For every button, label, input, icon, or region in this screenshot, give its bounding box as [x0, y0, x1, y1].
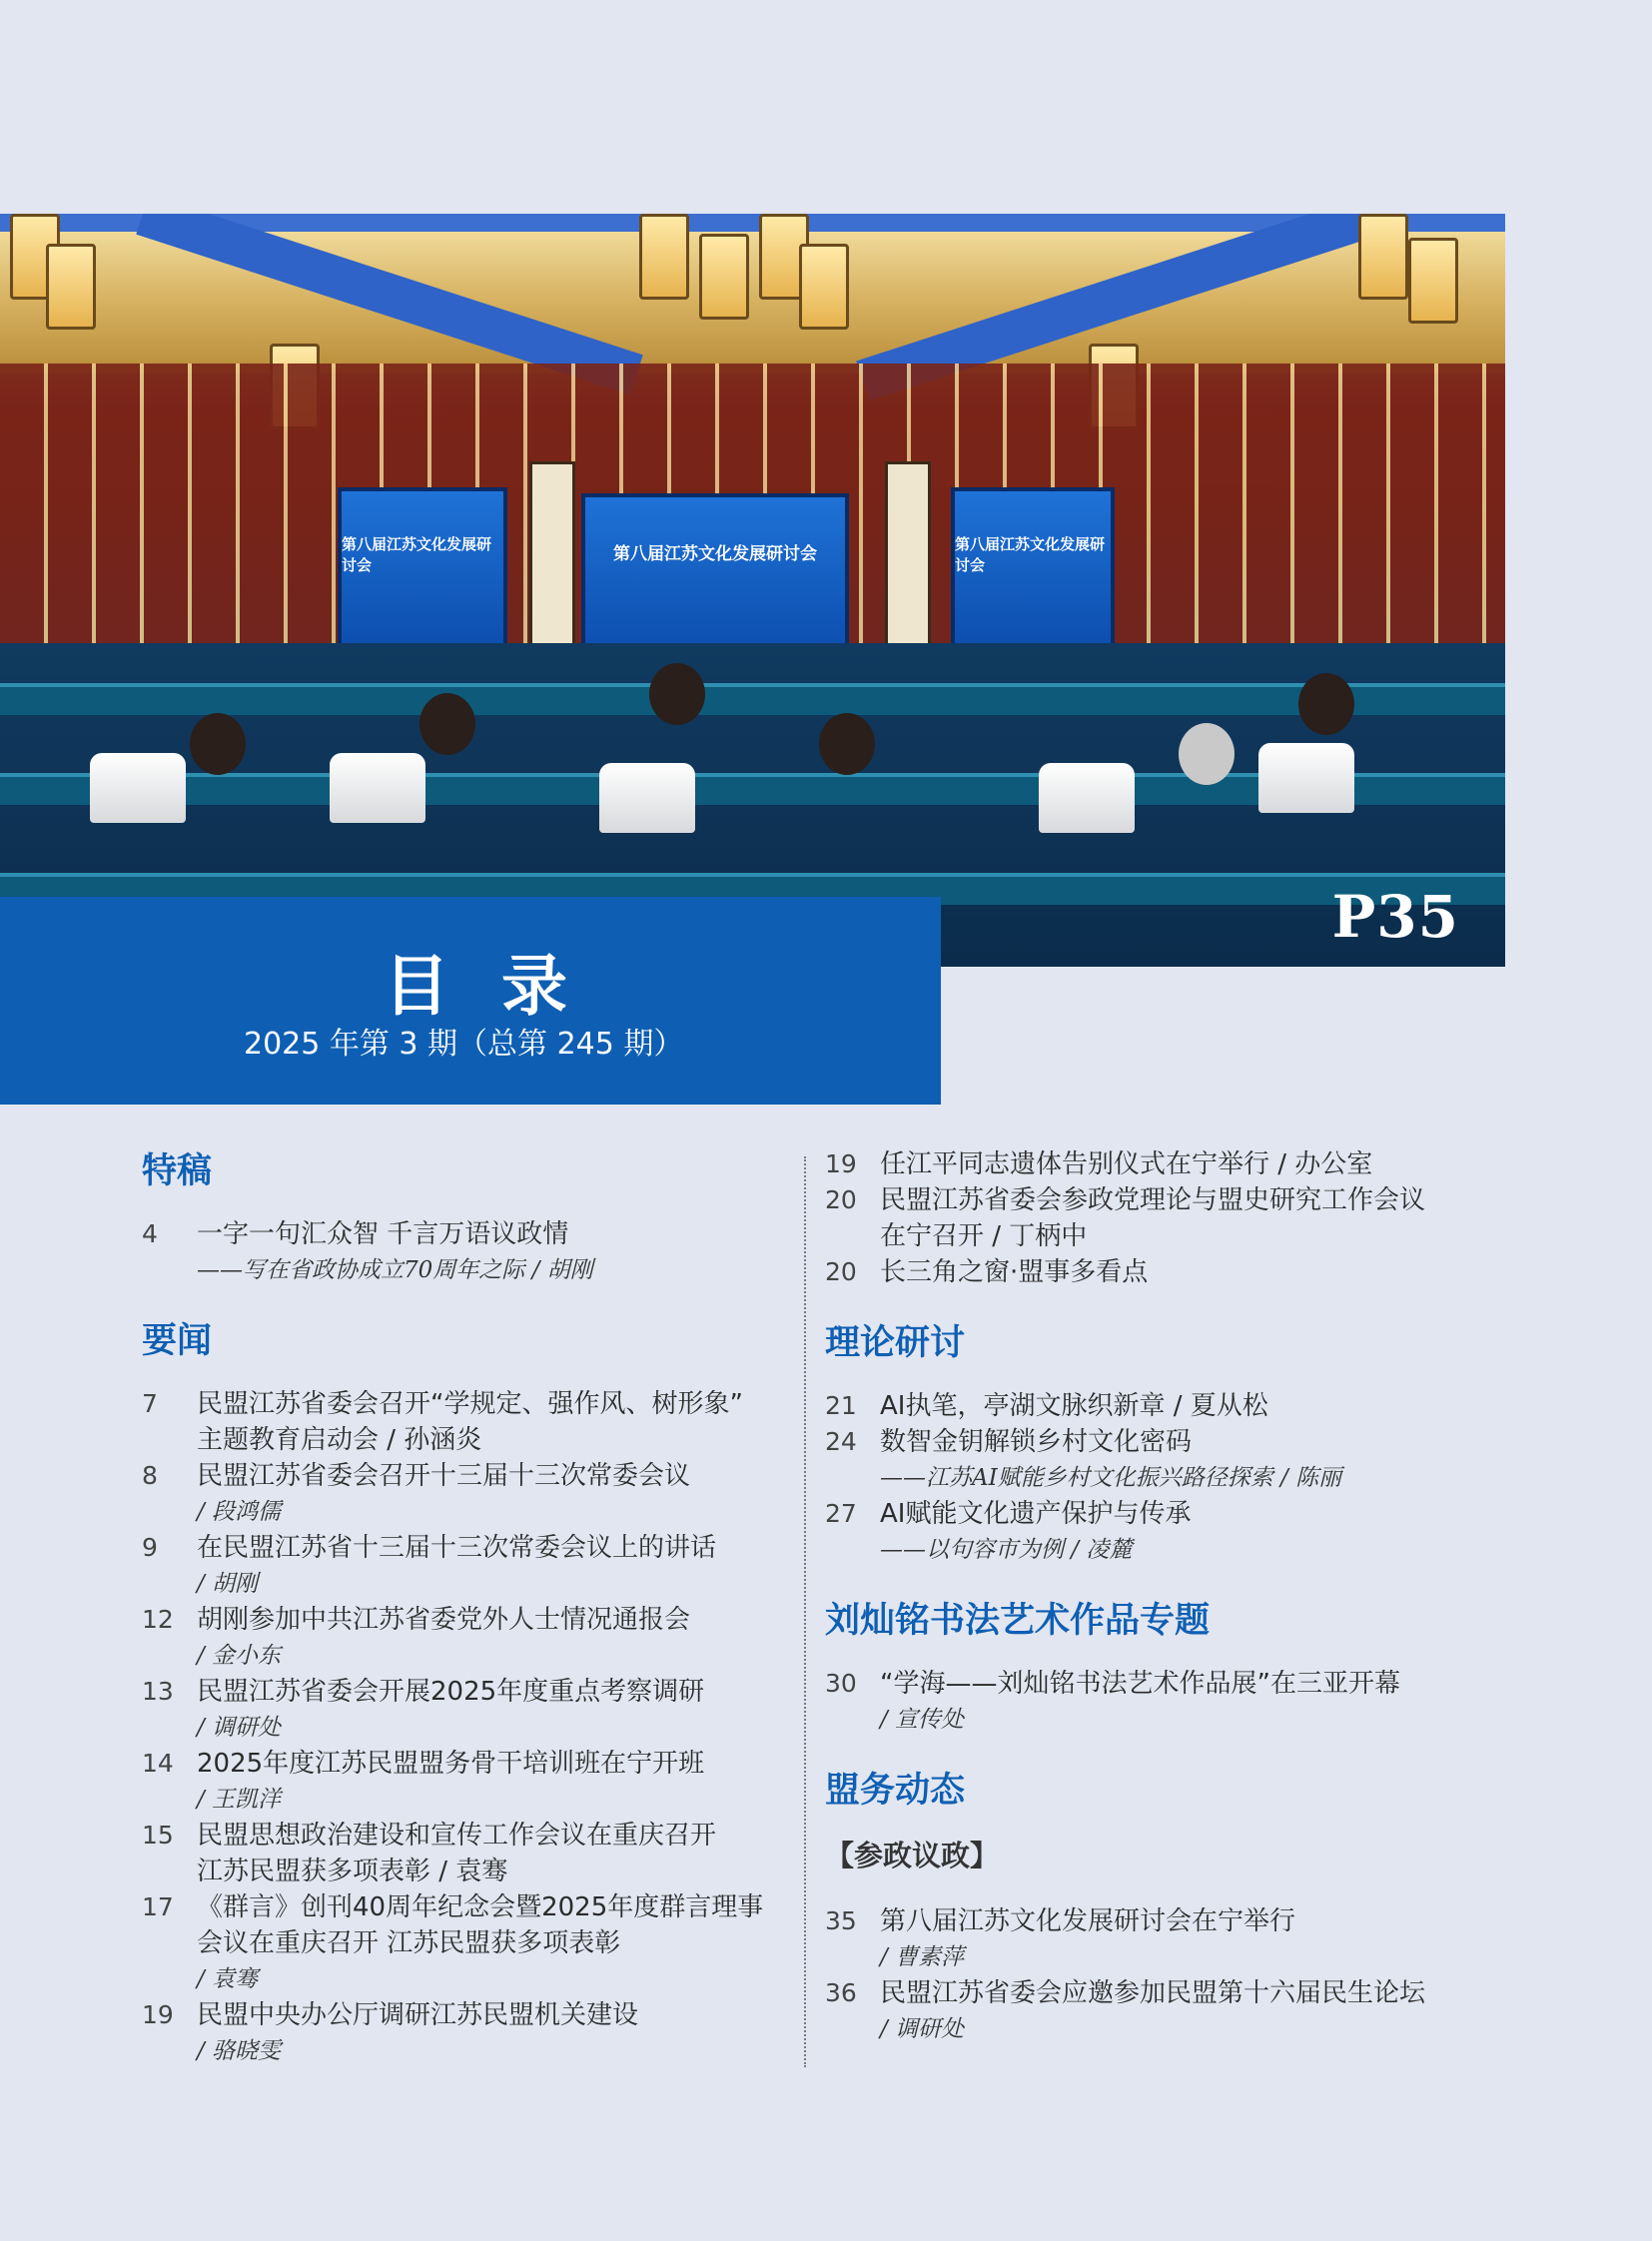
- attendee: [419, 693, 475, 755]
- chair: [1039, 763, 1135, 833]
- toc-entry[interactable]: [825, 1254, 1484, 1290]
- issue-info: 2025 年第 3 期（总第 245 期）: [244, 1027, 684, 1062]
- entry-title: AI赋能文化遗产保护与传承: [880, 1499, 1192, 1529]
- entry-author: / 调研处: [880, 2016, 965, 2042]
- column-divider: [804, 1156, 806, 2067]
- entry-title: AI执笔，亭湖文脉织新章 / 夏从松: [880, 1391, 1268, 1421]
- section-title-theory: 理论研讨: [825, 1322, 966, 1363]
- conference-table: [0, 683, 1505, 715]
- section-title-calligraphy: 刘灿铭书法艺术作品专题: [825, 1600, 1211, 1641]
- entry-title: 一字一句汇众智 千言万语议政情: [197, 1219, 569, 1249]
- toc-entry[interactable]: [142, 1386, 801, 1458]
- entry-title: 民盟中央办公厅调研江苏民盟机关建设: [197, 2000, 639, 2030]
- entry-title: 民盟江苏省委会召开“学规定、强作风、树形象”: [197, 1389, 743, 1419]
- chair: [1258, 743, 1354, 813]
- toc-entry[interactable]: [825, 1388, 1484, 1424]
- lantern: [639, 214, 689, 300]
- toc-entry[interactable]: [825, 1496, 1484, 1568]
- page-number: 9: [142, 1533, 158, 1562]
- lantern: [799, 244, 849, 330]
- page-number: 4: [142, 1219, 158, 1248]
- entry-title: 民盟江苏省委会参政党理论与盟史研究工作会议: [880, 1185, 1426, 1215]
- lantern: [46, 244, 96, 330]
- lantern: [1358, 214, 1408, 300]
- entry-title: 在民盟江苏省十三届十三次常委会议上的讲话: [197, 1533, 717, 1563]
- subsection-title: 【参政议政】: [825, 1839, 1000, 1872]
- entry-title-cont: 会议在重庆召开 江苏民盟获多项表彰: [197, 1928, 621, 1958]
- page-title: 目录: [384, 948, 619, 1025]
- attendee: [190, 713, 246, 775]
- calligraphy-scroll: [529, 461, 575, 647]
- toc-entry[interactable]: [825, 1903, 1484, 1975]
- entry-title: 数智金钥解锁乡村文化密码: [880, 1427, 1193, 1457]
- chair: [599, 763, 695, 833]
- entry-author: 主题教育启动会 / 孙涵炎: [197, 1425, 482, 1455]
- entry-author: / 金小东: [197, 1643, 282, 1669]
- entry-author: / 袁骞: [197, 1966, 259, 1992]
- entry-author: / 调研处: [197, 1715, 282, 1741]
- entry-title: 胡刚参加中共江苏省委党外人士情况通报会: [197, 1605, 691, 1635]
- page-number: 12: [142, 1605, 174, 1634]
- entry-author: / 段鸿儒: [197, 1499, 282, 1525]
- entry-title: 《群言》创刊40周年纪念会暨2025年度群言理事: [197, 1892, 764, 1922]
- entry-title-cont: 在宁召开 / 丁柄中: [880, 1221, 1088, 1251]
- page-number: 7: [142, 1389, 158, 1418]
- toc-entry[interactable]: [825, 1975, 1484, 2047]
- toc-right-column: [825, 1146, 1484, 2047]
- projection-screen-left: 第八届江苏文化发展研讨会: [338, 487, 507, 647]
- entry-title-cont: 江苏民盟获多项表彰 / 袁骞: [197, 1857, 508, 1886]
- entry-author: / 王凯洋: [197, 1787, 282, 1813]
- page-number: 8: [142, 1461, 158, 1490]
- toc-entry[interactable]: [142, 1889, 801, 1997]
- page-number: 30: [825, 1669, 857, 1698]
- attendee: [1298, 673, 1354, 735]
- chair: [330, 753, 425, 823]
- hero-photo: [0, 214, 1505, 967]
- entry-title: 第八届江苏文化发展研讨会在宁举行: [880, 1906, 1296, 1936]
- page-number: 24: [825, 1427, 857, 1456]
- toc-entry[interactable]: [825, 1424, 1484, 1496]
- entry-subtitle: ——以句容市为例 / 凌麓: [880, 1537, 1133, 1563]
- toc-entry[interactable]: [825, 1146, 1484, 1182]
- contents-header: [0, 897, 941, 1105]
- entry-author: / 骆晓雯: [197, 2038, 282, 2064]
- page-number: 36: [825, 1978, 857, 2007]
- toc-entry[interactable]: [142, 1458, 801, 1530]
- attendee: [1179, 723, 1235, 785]
- lantern: [1408, 238, 1458, 324]
- entry-title: 民盟江苏省委会开展2025年度重点考察调研: [197, 1677, 705, 1707]
- entry-title: 民盟思想政治建设和宣传工作会议在重庆召开: [197, 1821, 717, 1851]
- toc-entry[interactable]: [825, 1182, 1484, 1254]
- entry-title-cont: [197, 1422, 801, 1458]
- toc-entry[interactable]: [825, 1666, 1484, 1738]
- projection-screen-center: 第八届江苏文化发展研讨会: [581, 493, 849, 653]
- lantern: [699, 234, 749, 320]
- entry-author: / 宣传处: [880, 1707, 965, 1733]
- toc-entry[interactable]: [142, 1674, 801, 1746]
- toc-entry[interactable]: [142, 1602, 801, 1674]
- page-number: 19: [142, 2000, 174, 2029]
- entry-title: “学海——刘灿铭书法艺术作品展”在三亚开幕: [880, 1669, 1400, 1699]
- attendee: [649, 663, 705, 725]
- toc-entry[interactable]: [142, 1530, 801, 1602]
- entry-subtitle: ——写在省政协成立70周年之际 / 胡刚: [197, 1257, 593, 1283]
- page-number: 15: [142, 1821, 174, 1850]
- entry-author: / 胡刚: [197, 1571, 259, 1597]
- entry-subtitle: ——江苏AI赋能乡村文化振兴路径探索 / 陈丽: [880, 1465, 1342, 1491]
- page-number: 19: [825, 1149, 857, 1178]
- page-number: 20: [825, 1257, 857, 1286]
- section-title-news: 要闻: [142, 1320, 213, 1361]
- page-number: 35: [825, 1906, 857, 1935]
- attendee: [819, 713, 875, 775]
- entry-author: / 曹素萍: [880, 1944, 965, 1970]
- page-number: 14: [142, 1749, 174, 1778]
- entry-title: 2025年度江苏民盟盟务骨干培训班在宁开班: [197, 1749, 705, 1779]
- entry-title: 民盟江苏省委会应邀参加民盟第十六届民生论坛: [880, 1978, 1426, 2008]
- entry-title: 民盟江苏省委会召开十三届十三次常委会议: [197, 1461, 691, 1491]
- projection-screen-right: 第八届江苏文化发展研讨会: [951, 487, 1115, 647]
- page-number: 13: [142, 1677, 174, 1706]
- page-number: 17: [142, 1892, 174, 1921]
- toc-entry[interactable]: [142, 1746, 801, 1818]
- toc-left-column: [142, 1146, 801, 2069]
- page-number: 27: [825, 1499, 857, 1528]
- toc-entry[interactable]: [142, 1216, 801, 1288]
- section-title-special: 特稿: [142, 1150, 213, 1191]
- toc-entry[interactable]: [142, 1997, 801, 2069]
- page-number: 20: [825, 1185, 857, 1214]
- section-title-affairs: 盟务动态: [825, 1770, 966, 1811]
- page-reference: P35: [1331, 883, 1459, 951]
- toc-entry[interactable]: [142, 1818, 801, 1889]
- chair: [90, 753, 186, 823]
- page-number: 21: [825, 1391, 857, 1420]
- entry-title: 长三角之窗·盟事多看点: [880, 1257, 1149, 1287]
- calligraphy-scroll: [885, 461, 931, 647]
- entry-title: 任江平同志遗体告别仪式在宁举行 / 办公室: [880, 1149, 1373, 1179]
